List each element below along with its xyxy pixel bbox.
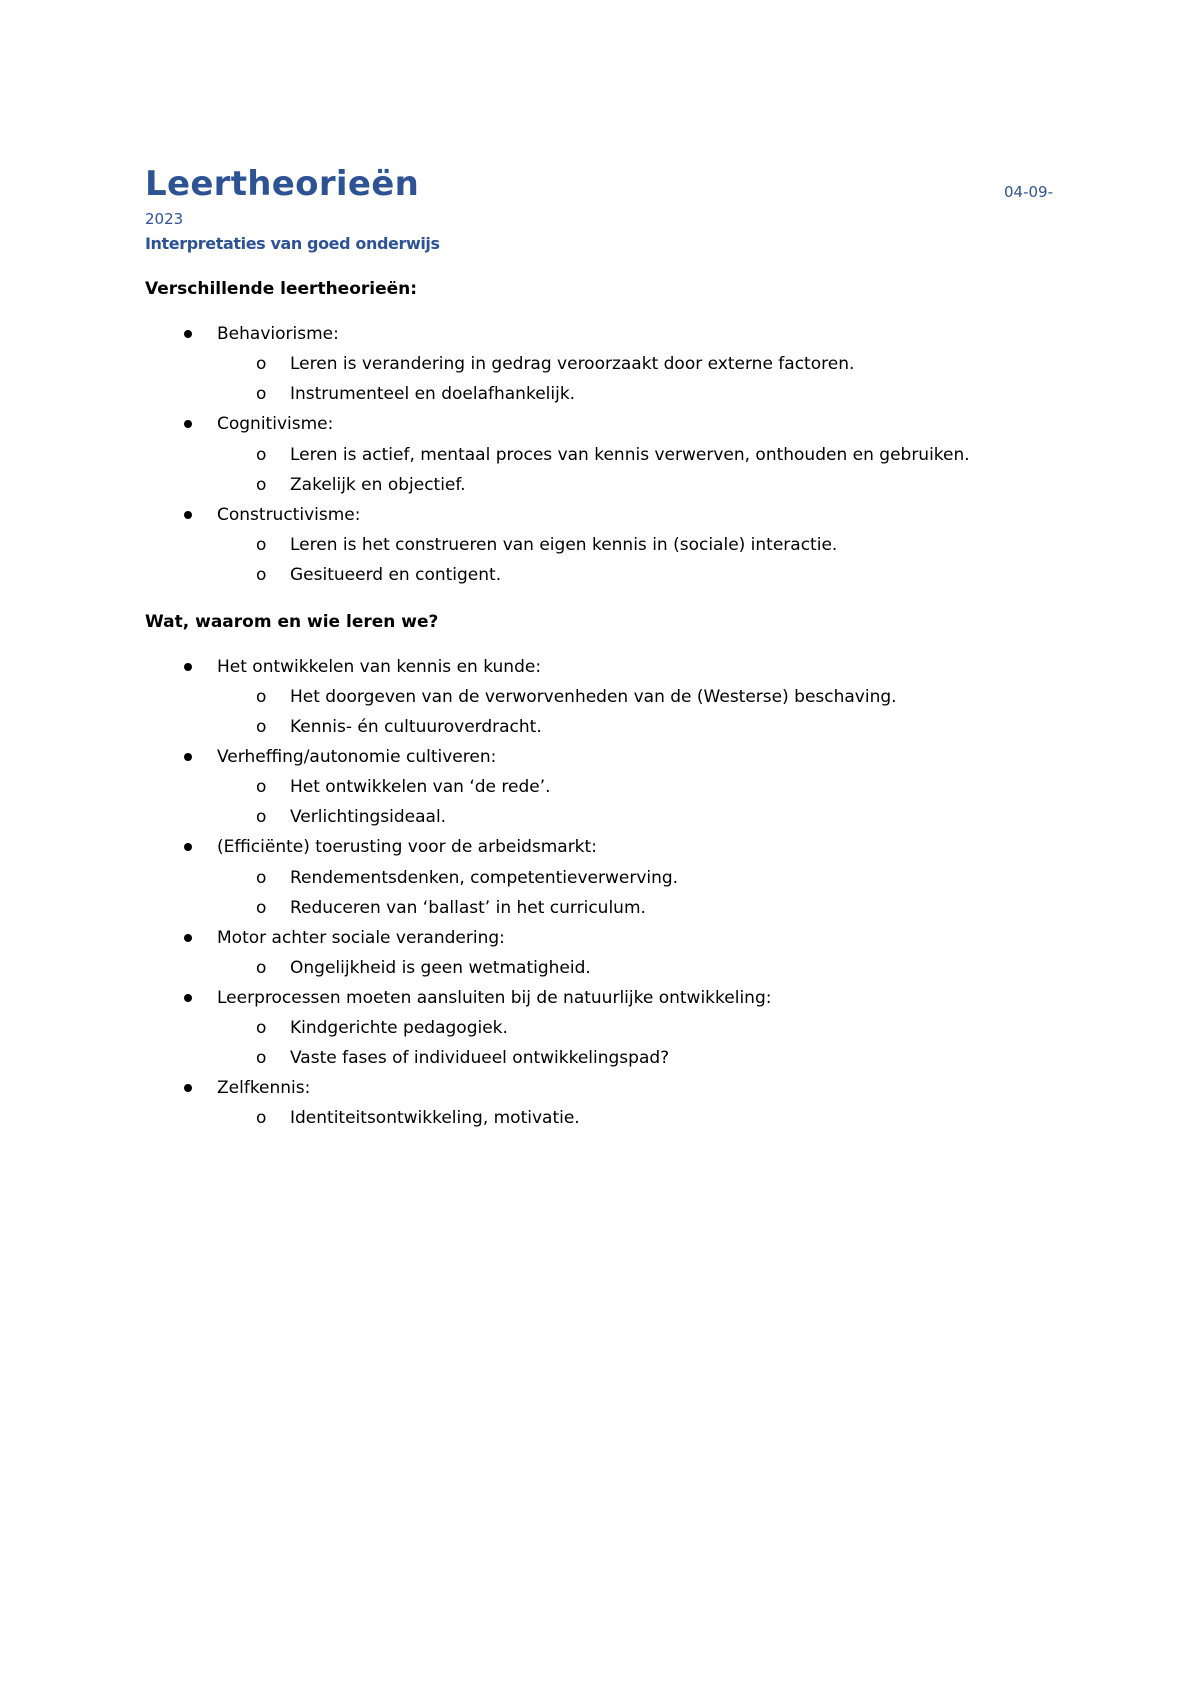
sub-list-item: Instrumenteel en doelafhankelijk. [290, 384, 576, 404]
document-date-part2: 2023 [145, 210, 184, 228]
sub-bullet-icon: o [256, 687, 267, 707]
section-heading: Verschillende leertheorieën: [145, 279, 418, 299]
list-item: (Efficiënte) toerusting voor de arbeidsmarkt: [217, 837, 597, 857]
sub-list-item: Kindgerichte pedagogiek. [290, 1018, 508, 1038]
sub-list-item: Het doorgeven van de verworvenheden van de (Westerse) beschaving. [290, 687, 897, 707]
bullet-icon [184, 753, 192, 761]
list-item: Het ontwikkelen van kennis en kunde: [217, 657, 542, 677]
list-item: Verheffing/autonomie cultiveren: [217, 747, 497, 767]
sub-list-item: Identiteitsontwikkeling, motivatie. [290, 1108, 580, 1128]
sub-bullet-icon: o [256, 777, 267, 797]
bullet-icon [184, 934, 192, 942]
sub-bullet-icon: o [256, 807, 267, 827]
list-item: Cognitivisme: [217, 414, 334, 434]
sub-bullet-icon: o [256, 354, 267, 374]
sub-list-item: Verlichtingsideaal. [290, 807, 447, 827]
sub-bullet-icon: o [256, 898, 267, 918]
document-title: Leertheorieën [145, 164, 420, 204]
sub-list-item: Gesitueerd en contigent. [290, 565, 502, 585]
list-item: Constructivisme: [217, 505, 361, 525]
list-item: Motor achter sociale verandering: [217, 928, 505, 948]
sub-list-item: Leren is verandering in gedrag veroorzaakt door externe factoren. [290, 354, 855, 374]
document-subtitle: Interpretaties van goed onderwijs [145, 234, 440, 253]
sub-bullet-icon: o [256, 565, 267, 585]
list-item: Leerprocessen moeten aansluiten bij de natuurlijke ontwikkeling: [217, 988, 772, 1008]
bullet-icon [184, 994, 192, 1002]
bullet-icon [184, 330, 192, 338]
sub-list-item: Leren is het construeren van eigen kennis in (sociale) interactie. [290, 535, 838, 555]
list-item: Zelfkennis: [217, 1078, 311, 1098]
section-heading: Wat, waarom en wie leren we? [145, 612, 439, 632]
sub-bullet-icon: o [256, 958, 267, 978]
list-item: Behaviorisme: [217, 324, 339, 344]
sub-bullet-icon: o [256, 1018, 267, 1038]
bullet-icon [184, 1084, 192, 1092]
sub-list-item: Leren is actief, mentaal proces van kennis verwerven, onthouden en gebruiken. [290, 445, 970, 465]
bullet-icon [184, 663, 192, 671]
bullet-icon [184, 511, 192, 519]
sub-list-item: Reduceren van ‘ballast’ in het curriculum. [290, 898, 646, 918]
bullet-icon [184, 843, 192, 851]
sub-list-item: Rendementsdenken, competentieverwerving. [290, 868, 679, 888]
sub-list-item: Het ontwikkelen van ‘de rede’. [290, 777, 551, 797]
document-date-part1: 04-09- [1004, 183, 1053, 201]
sub-bullet-icon: o [256, 475, 267, 495]
sub-bullet-icon: o [256, 384, 267, 404]
sub-bullet-icon: o [256, 1048, 267, 1068]
sub-bullet-icon: o [256, 1108, 267, 1128]
sub-bullet-icon: o [256, 535, 267, 555]
sub-bullet-icon: o [256, 445, 267, 465]
sub-bullet-icon: o [256, 868, 267, 888]
sub-list-item: Zakelijk en objectief. [290, 475, 466, 495]
sub-list-item: Vaste fases of individueel ontwikkelingspad? [290, 1048, 670, 1068]
sub-list-item: Kennis- én cultuuroverdracht. [290, 717, 542, 737]
sub-list-item: Ongelijkheid is geen wetmatigheid. [290, 958, 591, 978]
bullet-icon [184, 420, 192, 428]
sub-bullet-icon: o [256, 717, 267, 737]
